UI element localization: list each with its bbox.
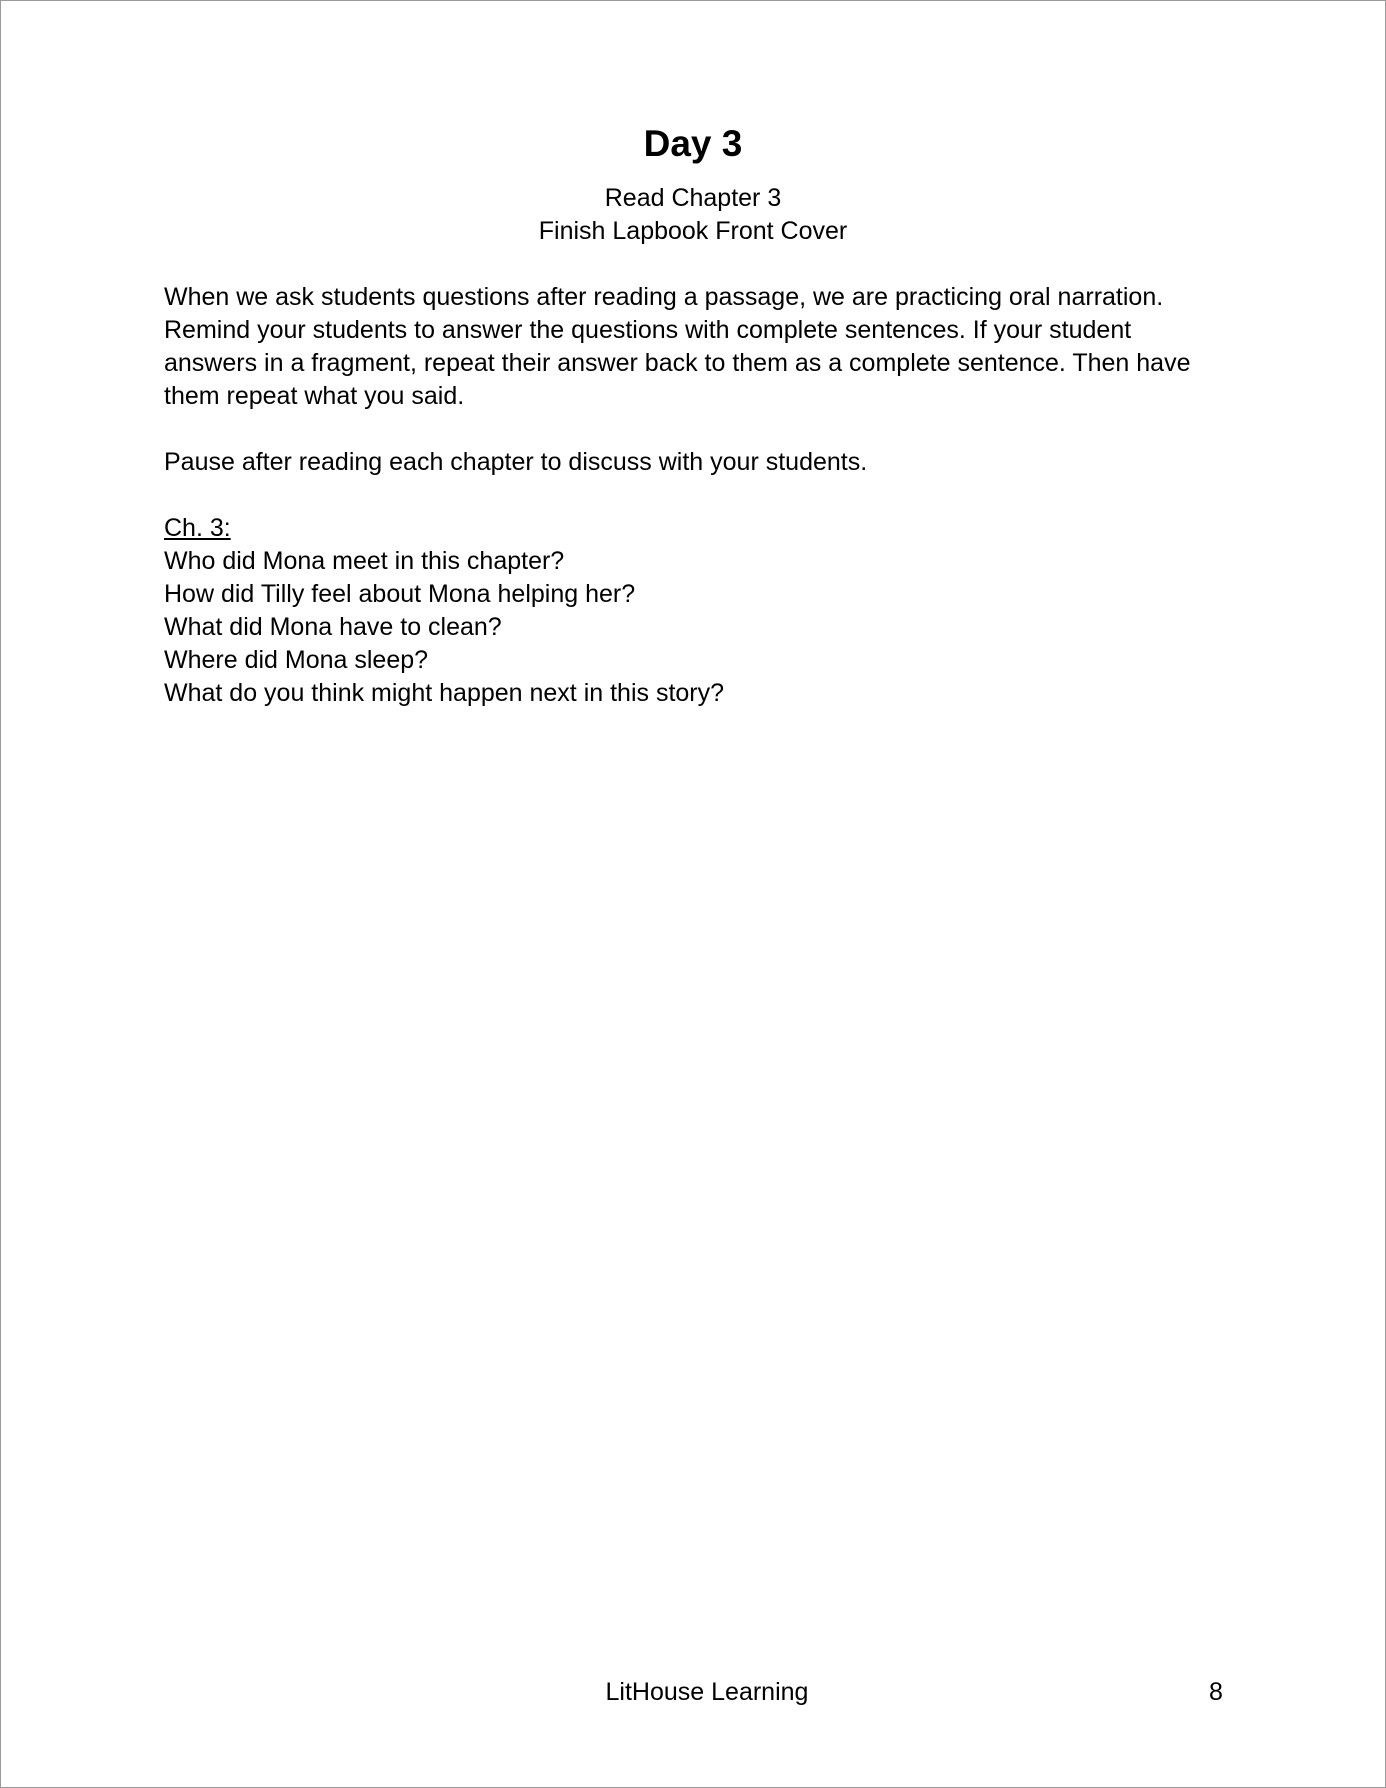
assignment-list — [1, 182, 1385, 248]
chapter-heading: Ch. 3: — [164, 514, 231, 542]
page-title: Day 3 — [643, 123, 743, 164]
question-item: Who did Mona meet in this chapter? — [164, 547, 565, 575]
assignment-item: Read Chapter 3 — [604, 184, 782, 212]
paragraph-spacer — [164, 413, 1224, 446]
question-item: Where did Mona sleep? — [164, 646, 429, 674]
pause-paragraph: Pause after reading each chapter to discuss with your students. — [164, 448, 868, 476]
footer-publisher: LitHouse Learning — [605, 1678, 809, 1706]
narration-paragraph: When we ask students questions after reading a passage, we are practicing oral narration. Remind your students to answer the questions with complete sentences. If your student answers in a fragment, repeat their answer back to them as a complete sentence. Then have them repeat what you said. — [164, 283, 1191, 410]
question-item: What did Mona have to clean? — [164, 613, 502, 641]
question-item: What do you think might happen next in this story? — [164, 679, 725, 707]
document-body — [164, 281, 1224, 710]
question-item: How did Tilly feel about Mona helping her? — [164, 580, 636, 608]
assignment-item: Finish Lapbook Front Cover — [538, 217, 848, 245]
paragraph-spacer — [164, 479, 1224, 512]
page-number: 8 — [1209, 1678, 1223, 1706]
